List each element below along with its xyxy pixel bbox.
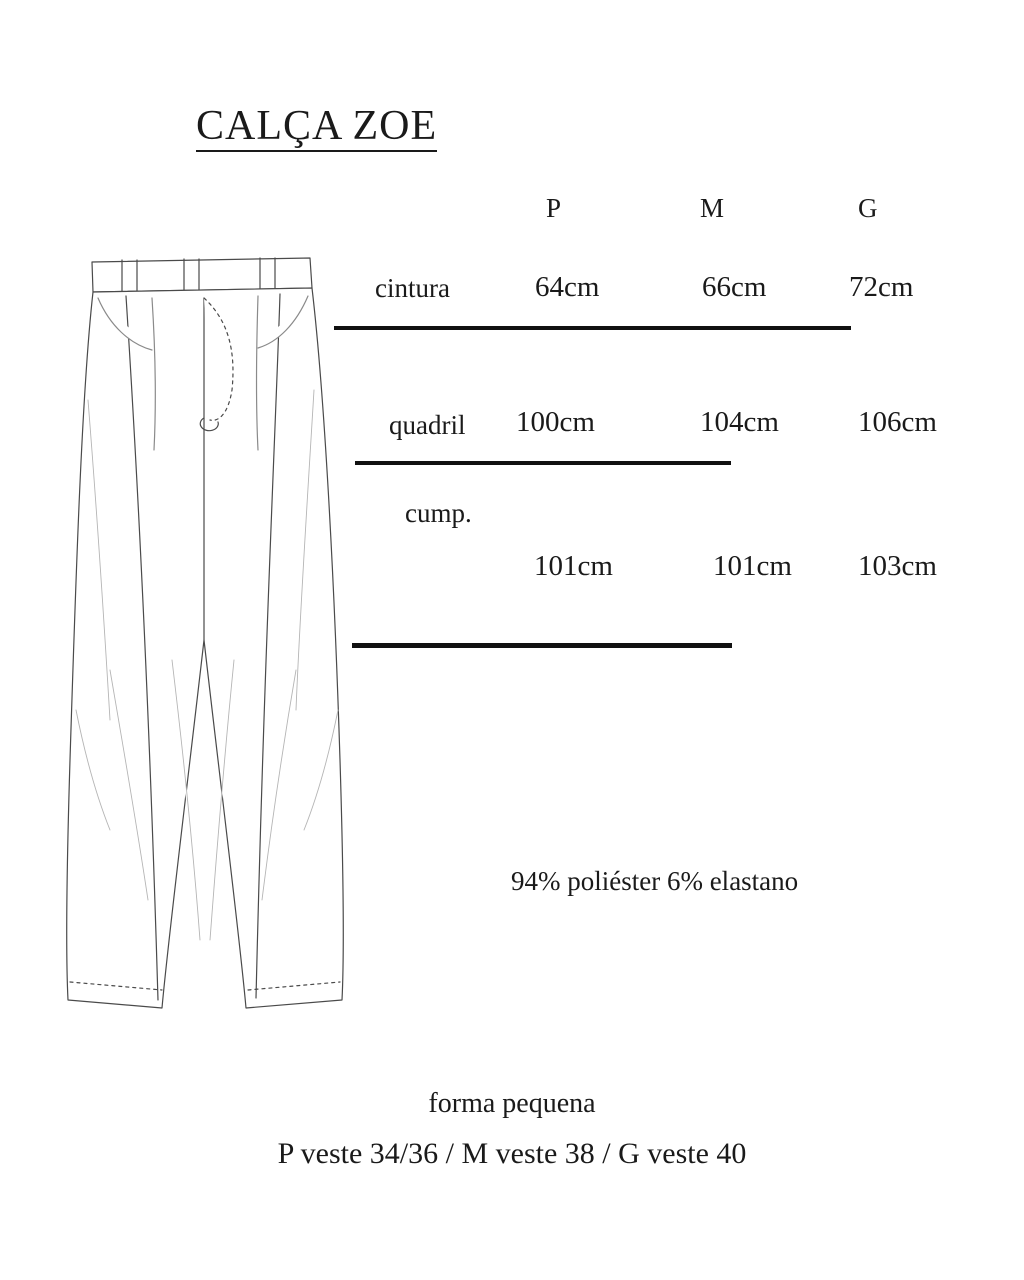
page-title: CALÇA ZOE xyxy=(196,104,437,152)
cell-cump-p: 101cm xyxy=(534,550,613,582)
fit-note: forma pequena xyxy=(428,1088,596,1119)
row-label-cump: cump. xyxy=(405,498,472,528)
size-header-p: P xyxy=(546,193,562,223)
cell-quadril-g: 106cm xyxy=(858,406,937,438)
trousers-illustration xyxy=(52,240,372,1030)
cell-cintura-p: 64cm xyxy=(535,271,600,303)
cell-cintura-m: 66cm xyxy=(702,271,767,303)
size-header-g: G xyxy=(858,193,878,223)
fabric-composition: 94% poliéster 6% elastano xyxy=(511,866,799,896)
size-header-m: M xyxy=(700,193,725,223)
row-label-cintura: cintura xyxy=(375,273,450,303)
table-divider-1 xyxy=(334,326,851,330)
table-divider-3 xyxy=(352,643,732,648)
cell-quadril-m: 104cm xyxy=(700,406,779,438)
cell-quadril-p: 100cm xyxy=(516,406,595,438)
table-divider-2 xyxy=(355,461,731,465)
row-label-quadril: quadril xyxy=(389,410,466,440)
cell-cump-g: 103cm xyxy=(858,550,937,582)
fit-size-equivalence: P veste 34/36 / M veste 38 / G veste 40 xyxy=(277,1137,747,1170)
trousers-technical-flat-sketch xyxy=(52,240,372,1030)
cell-cintura-g: 72cm xyxy=(849,271,914,303)
cell-cump-m: 101cm xyxy=(713,550,792,582)
